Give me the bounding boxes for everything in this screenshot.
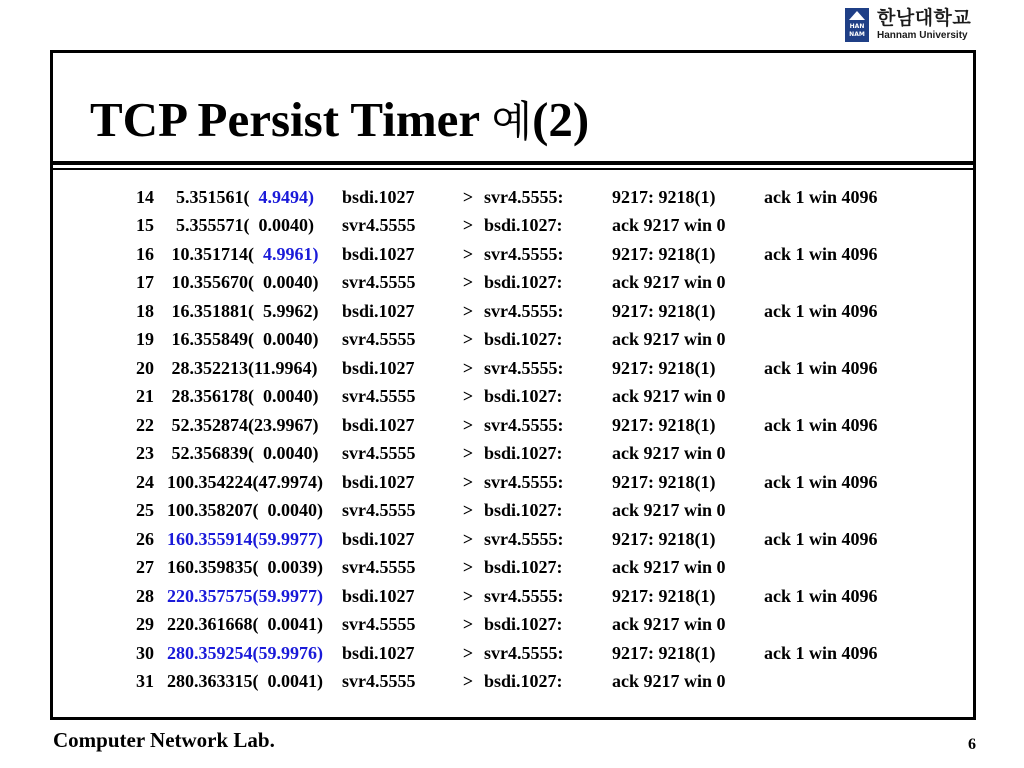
destination-host: svr4.5555:: [484, 528, 564, 549]
direction-arrow: >: [462, 414, 474, 435]
timestamp: 220.357575(59.9977): [167, 585, 323, 606]
source-host: bsdi.1027: [342, 528, 415, 549]
segment-number: 26: [136, 528, 154, 549]
segment-data: 9217: 9218(1): [612, 414, 716, 435]
trace-row: [123, 354, 914, 383]
segment-data: 9217: 9218(1): [612, 585, 716, 606]
flag-dot: [590, 554, 612, 583]
destination-host: svr4.5555:: [484, 186, 564, 207]
timestamp: 280.363315( 0.0041): [167, 671, 323, 692]
segment-data: ack 9217 win 0: [612, 443, 726, 464]
source-host: svr4.5555: [342, 500, 416, 521]
source-host: bsdi.1027: [342, 300, 415, 321]
direction-arrow: >: [462, 243, 474, 264]
trace-row: [123, 183, 914, 212]
segment-number: 22: [136, 414, 154, 435]
segment-number: 17: [136, 272, 154, 293]
slide-frame: [50, 50, 976, 720]
destination-host: bsdi.1027:: [484, 557, 563, 578]
destination-host: bsdi.1027:: [484, 386, 563, 407]
direction-arrow: >: [462, 357, 474, 378]
ack-window: ack 1 win 4096: [764, 414, 878, 435]
segment-data: ack 9217 win 0: [612, 386, 726, 407]
segment-data: 9217: 9218(1): [612, 528, 716, 549]
title-divider-thick: [53, 161, 973, 165]
direction-arrow: >: [462, 642, 474, 663]
direction-arrow: >: [462, 329, 474, 350]
flag-dot: [590, 183, 612, 212]
ack-window: [764, 440, 914, 469]
segment-data: 9217: 9218(1): [612, 186, 716, 207]
flag-dot: [590, 668, 612, 697]
segment-data: 9217: 9218(1): [612, 357, 716, 378]
segment-number: 29: [136, 614, 154, 635]
segment-number: 25: [136, 500, 154, 521]
flag-dot: [590, 525, 612, 554]
segment-number: 27: [136, 557, 154, 578]
segment-number: 15: [136, 215, 154, 236]
university-logo: [845, 7, 971, 43]
direction-arrow: >: [462, 215, 474, 236]
direction-arrow: >: [462, 671, 474, 692]
segment-data: ack 9217 win 0: [612, 671, 726, 692]
source-host: bsdi.1027: [342, 471, 415, 492]
slide-title: TCP Persist Timer 예(2): [90, 92, 590, 147]
flag-dot: [590, 497, 612, 526]
trace-row: [123, 525, 914, 554]
direction-arrow: >: [462, 528, 474, 549]
segment-number: 14: [136, 186, 154, 207]
footer-lab-name: Computer Network Lab.: [53, 728, 275, 752]
source-host: bsdi.1027: [342, 186, 415, 207]
flag-dot: [590, 354, 612, 383]
segment-data: ack 9217 win 0: [612, 272, 726, 293]
destination-host: svr4.5555:: [484, 243, 564, 264]
destination-host: svr4.5555:: [484, 414, 564, 435]
direction-arrow: >: [462, 471, 474, 492]
flag-dot: [590, 468, 612, 497]
trace-row: [123, 497, 914, 526]
source-host: bsdi.1027: [342, 585, 415, 606]
timestamp: 280.359254(59.9976): [167, 642, 323, 663]
destination-host: svr4.5555:: [484, 471, 564, 492]
direction-arrow: >: [462, 585, 474, 606]
timestamp: 10.355670( 0.0040): [167, 272, 319, 293]
trace-row: [123, 554, 914, 583]
ack-window: ack 1 win 4096: [764, 528, 878, 549]
destination-host: svr4.5555:: [484, 357, 564, 378]
direction-arrow: >: [462, 557, 474, 578]
destination-host: svr4.5555:: [484, 585, 564, 606]
title-divider-thin: [53, 168, 973, 170]
trace-row: [123, 269, 914, 298]
timestamp: 28.352213(11.9964): [167, 357, 318, 378]
segment-number: 30: [136, 642, 154, 663]
timestamp: 160.355914(59.9977): [167, 528, 323, 549]
tcp-trace-table: [123, 183, 914, 696]
source-host: svr4.5555: [342, 614, 416, 635]
destination-host: bsdi.1027:: [484, 272, 563, 293]
timestamp: 10.351714( 4.9961): [167, 243, 319, 264]
trace-row: [123, 240, 914, 269]
source-host: svr4.5555: [342, 443, 416, 464]
source-host: svr4.5555: [342, 215, 416, 236]
ack-window: [764, 269, 914, 298]
ack-window: [764, 554, 914, 583]
ack-window: ack 1 win 4096: [764, 585, 878, 606]
destination-host: svr4.5555:: [484, 642, 564, 663]
destination-host: svr4.5555:: [484, 300, 564, 321]
trace-row: [123, 639, 914, 668]
ack-window: ack 1 win 4096: [764, 300, 878, 321]
direction-arrow: >: [462, 272, 474, 293]
trace-row: [123, 383, 914, 412]
destination-host: bsdi.1027:: [484, 443, 563, 464]
flag-dot: [590, 582, 612, 611]
direction-arrow: >: [462, 300, 474, 321]
segment-data: 9217: 9218(1): [612, 300, 716, 321]
timestamp: 5.355571( 0.0040): [167, 215, 314, 236]
direction-arrow: >: [462, 186, 474, 207]
segment-number: 19: [136, 329, 154, 350]
trace-row: [123, 212, 914, 241]
timestamp: 28.356178( 0.0040): [167, 386, 319, 407]
timestamp: 160.359835( 0.0039): [167, 557, 323, 578]
ack-window: ack 1 win 4096: [764, 243, 878, 264]
flag-dot: [590, 240, 612, 269]
source-host: svr4.5555: [342, 329, 416, 350]
logo-korean-name: 한남대학교: [877, 7, 972, 29]
direction-arrow: >: [462, 614, 474, 635]
flag-dot: [590, 383, 612, 412]
segment-data: ack 9217 win 0: [612, 215, 726, 236]
destination-host: bsdi.1027:: [484, 329, 563, 350]
direction-arrow: >: [462, 386, 474, 407]
timestamp: 16.351881( 5.9962): [167, 300, 319, 321]
flag-dot: [590, 440, 612, 469]
segment-number: 18: [136, 300, 154, 321]
direction-arrow: >: [462, 500, 474, 521]
timestamp: 100.354224(47.9974): [167, 471, 323, 492]
timestamp: 5.351561( 4.9494): [167, 186, 314, 207]
source-host: svr4.5555: [342, 272, 416, 293]
ack-window: [764, 326, 914, 355]
segment-data: ack 9217 win 0: [612, 329, 726, 350]
segment-number: 20: [136, 357, 154, 378]
trace-row: [123, 582, 914, 611]
source-host: bsdi.1027: [342, 642, 415, 663]
timestamp: 100.358207( 0.0040): [167, 500, 323, 521]
destination-host: bsdi.1027:: [484, 500, 563, 521]
trace-row: [123, 297, 914, 326]
trace-row: [123, 468, 914, 497]
segment-number: 21: [136, 386, 154, 407]
timestamp: 52.352874(23.9967): [167, 414, 319, 435]
segment-data: 9217: 9218(1): [612, 471, 716, 492]
ack-window: ack 1 win 4096: [764, 642, 878, 663]
source-host: svr4.5555: [342, 671, 416, 692]
source-host: bsdi.1027: [342, 243, 415, 264]
trace-row: [123, 326, 914, 355]
source-host: svr4.5555: [342, 557, 416, 578]
segment-number: 23: [136, 443, 154, 464]
source-host: svr4.5555: [342, 386, 416, 407]
trace-row: [123, 411, 914, 440]
university-emblem-icon: HAN NAM: [845, 8, 869, 42]
destination-host: bsdi.1027:: [484, 671, 563, 692]
ack-window: [764, 497, 914, 526]
destination-host: bsdi.1027:: [484, 215, 563, 236]
source-host: bsdi.1027: [342, 357, 415, 378]
timestamp: 220.361668( 0.0041): [167, 614, 323, 635]
direction-arrow: >: [462, 443, 474, 464]
flag-dot: [590, 297, 612, 326]
ack-window: [764, 668, 914, 697]
segment-number: 28: [136, 585, 154, 606]
flag-dot: [590, 611, 612, 640]
trace-row: [123, 440, 914, 469]
flag-dot: [590, 269, 612, 298]
flag-dot: [590, 639, 612, 668]
page-number: 6: [968, 736, 976, 753]
ack-window: ack 1 win 4096: [764, 471, 878, 492]
segment-data: ack 9217 win 0: [612, 500, 726, 521]
segment-number: 31: [136, 671, 154, 692]
ack-window: ack 1 win 4096: [764, 357, 878, 378]
trace-row: [123, 668, 914, 697]
flag-dot: [590, 212, 612, 241]
segment-data: 9217: 9218(1): [612, 243, 716, 264]
ack-window: [764, 212, 914, 241]
ack-window: ack 1 win 4096: [764, 186, 878, 207]
segment-number: 24: [136, 471, 154, 492]
segment-data: 9217: 9218(1): [612, 642, 716, 663]
timestamp: 52.356839( 0.0040): [167, 443, 319, 464]
timestamp: 16.355849( 0.0040): [167, 329, 319, 350]
destination-host: bsdi.1027:: [484, 614, 563, 635]
ack-window: [764, 611, 914, 640]
logo-english-name: Hannam University: [877, 30, 968, 41]
flag-dot: [590, 326, 612, 355]
segment-data: ack 9217 win 0: [612, 557, 726, 578]
trace-row: [123, 611, 914, 640]
ack-window: [764, 383, 914, 412]
segment-data: ack 9217 win 0: [612, 614, 726, 635]
source-host: bsdi.1027: [342, 414, 415, 435]
flag-dot: [590, 411, 612, 440]
segment-number: 16: [136, 243, 154, 264]
